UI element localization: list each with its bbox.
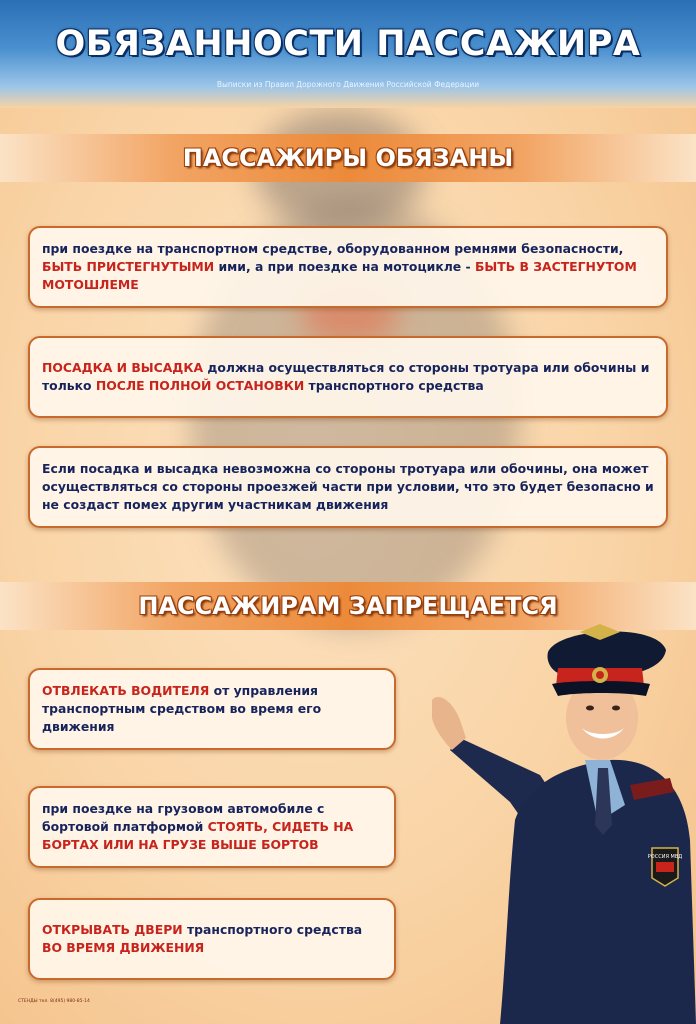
rule-card-roadside-boarding: [28, 446, 668, 528]
rule-text: [42, 682, 382, 736]
rule-highlight: ПОСАДКА И ВЫСАДКА: [42, 360, 204, 375]
header: [0, 0, 696, 108]
rule-highlight: ПОСЛЕ ПОЛНОЙ ОСТАНОВКИ: [95, 378, 305, 393]
rule-text-part: ими, а при поездке на мотоцикле -: [214, 259, 475, 274]
publisher-credit: СТЕНДЫ тел. 8(495) 980-85-14: [18, 999, 90, 1004]
officer-patch-text: РОССИЯ МВД: [647, 854, 683, 860]
rule-text: [42, 359, 654, 395]
rule-highlight: СТОЯТЬ, СИДЕТЬ НА БОРТАХ ИЛИ НА ГРУЗЕ ВЫШЕ БОРТОВ: [42, 819, 354, 852]
rule-highlight: БЫТЬ В ЗАСТЕГНУТОМ МОТОШЛЕМЕ: [42, 259, 637, 292]
page-subtitle: Выписки из Правил Дорожного Движения Российской Федерации: [216, 80, 480, 89]
rule-card-truck-sides: [28, 786, 396, 868]
rule-text: [42, 240, 654, 294]
officer-eye-right: [612, 706, 620, 711]
section-heading-band-obliged: [0, 134, 696, 182]
rule-text-part: должна осуществляться со стороны тротуара или обочины и только: [42, 360, 650, 393]
rule-card-boarding: [28, 336, 668, 418]
rule-text: [42, 460, 654, 514]
rule-text: [42, 800, 382, 854]
rule-text-part: Если посадка и высадка невозможна со стороны тротуара или обочины, она может осуществляться со стороны проезжей части при условии, что это будет безопасно и не создаст помех другим участникам движения: [42, 461, 654, 512]
rule-text-part: при поездке на транспортном средстве, оборудованном ремнями безопасности,: [42, 241, 624, 256]
officer-patch-stripe: [656, 862, 674, 872]
police-officer-illustration: [420, 610, 696, 1024]
page-title: ОБЯЗАННОСТИ ПАССАЖИРА: [55, 24, 641, 64]
rule-highlight: ОТКРЫВАТЬ ДВЕРИ: [42, 922, 183, 937]
officer-cap-crown: [548, 631, 667, 674]
rule-highlight: ВО ВРЕМЯ ДВИЖЕНИЯ: [42, 940, 205, 955]
rule-text-part: транспортного средства: [182, 922, 363, 937]
officer-hand: [432, 697, 466, 750]
rule-highlight: ОТВЛЕКАТЬ ВОДИТЕЛЯ: [42, 683, 210, 698]
section-heading-forbidden: ПАССАЖИРАМ ЗАПРЕЩАЕТСЯ: [138, 592, 558, 620]
officer-eye-left: [586, 706, 594, 711]
rule-card-seatbelt: [28, 226, 668, 308]
rule-text: [42, 921, 382, 957]
rule-text-part: при поездке на грузовом автомобиле с бортовой платформой: [42, 801, 325, 834]
rule-card-distract-driver: [28, 668, 396, 750]
rule-text-part: транспортного средства: [304, 378, 484, 393]
section-heading-obliged: ПАССАЖИРЫ ОБЯЗАНЫ: [182, 144, 514, 172]
rule-highlight: БЫТЬ ПРИСТЕГНУТЫМИ: [42, 259, 215, 274]
rule-card-open-doors: [28, 898, 396, 980]
rule-text-part: от управления транспортным средством во время его движения: [42, 683, 322, 734]
